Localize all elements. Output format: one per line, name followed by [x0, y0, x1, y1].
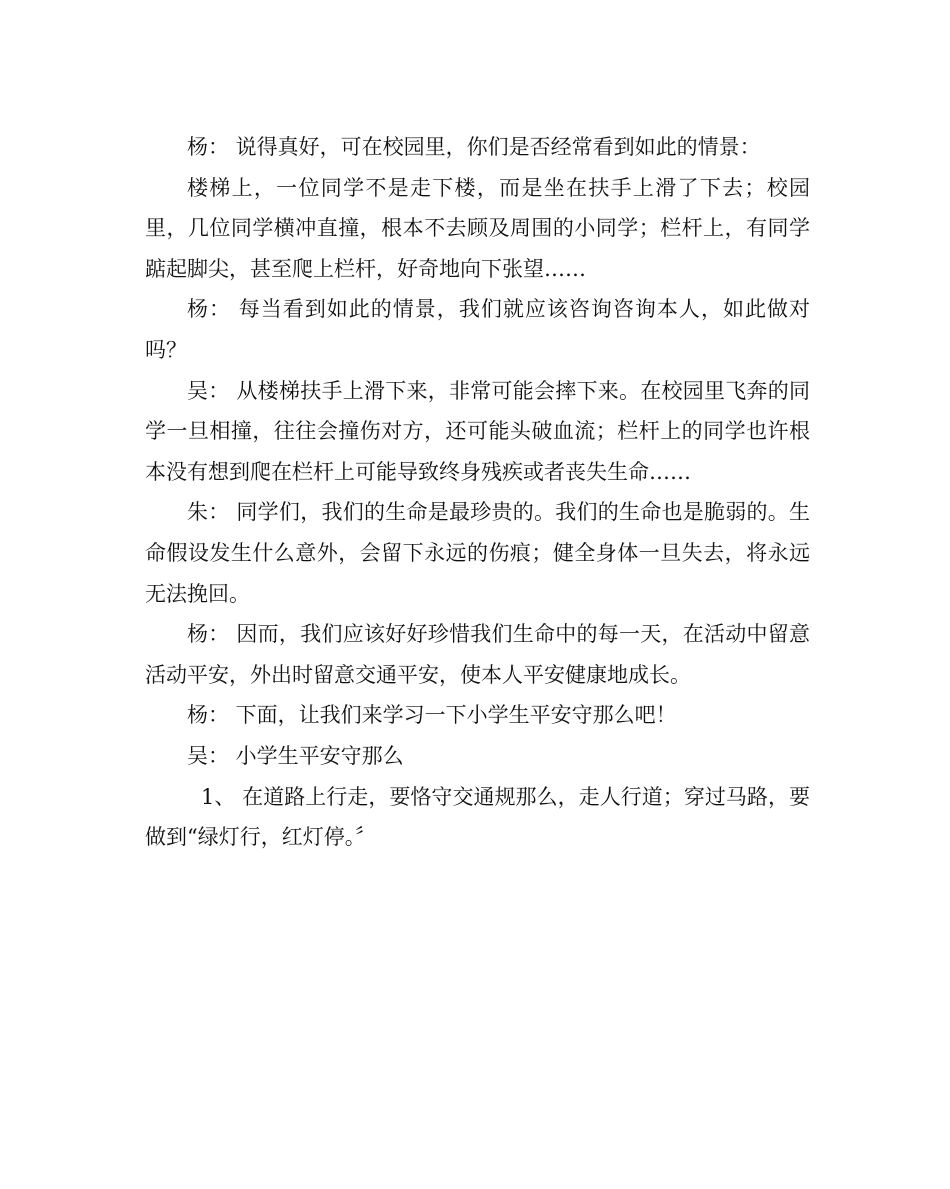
paragraph-yang-cherish: 杨： 因而，我们应该好好珍惜我们生命中的每一天，在活动中留意活动平安，外出时留意交通平安，使本人平安健康地成长。	[145, 622, 810, 687]
paragraph-yang-question: 杨： 每当看到如此的情景，我们就应该咨询咨询本人，如此做对吗？	[145, 297, 810, 362]
paragraph-yang-intro: 杨： 说得真好，可在校园里，你们是否经常看到如此的情景：	[187, 135, 761, 159]
paragraph-zhu-life: 朱： 同学们，我们的生命是最珍贵的。我们的生命也是脆弱的。生命假设发生什么意外，会留下永远的伤痕；健全身体一旦失去，将永远无法挽回。	[145, 500, 810, 606]
paragraph-yang-next: 杨： 下面，让我们来学习一下小学生平安守那么吧！	[187, 703, 677, 728]
list-item-rule-1: 1、 在道路上行走，要恪守交通规那么，走人行道；穿过马路，要做到“绿灯行，红灯停。〞	[145, 784, 810, 850]
document-body	[145, 127, 810, 858]
paragraph-wu-answer: 吴： 从楼梯扶手上滑下来，非常可能会摔下来。在校园里飞奔的同学一旦相撞，往往会撞伤对方，还可能头破血流；栏杆上的同学也许根本没有想到爬在栏杆上可能导致终身残疾或者丧失生命……	[145, 378, 810, 484]
paragraph-scene-description: 楼梯上，一位同学不是走下楼，而是坐在扶手上滑了下去；校园里，几位同学横冲直撞，根本不去顾及周围的小同学；栏杆上，有同学踮起脚尖，甚至爬上栏杆，好奇地向下张望……	[145, 175, 810, 281]
paragraph-wu-rules-title: 吴： 小学生平安守那么	[187, 743, 404, 768]
